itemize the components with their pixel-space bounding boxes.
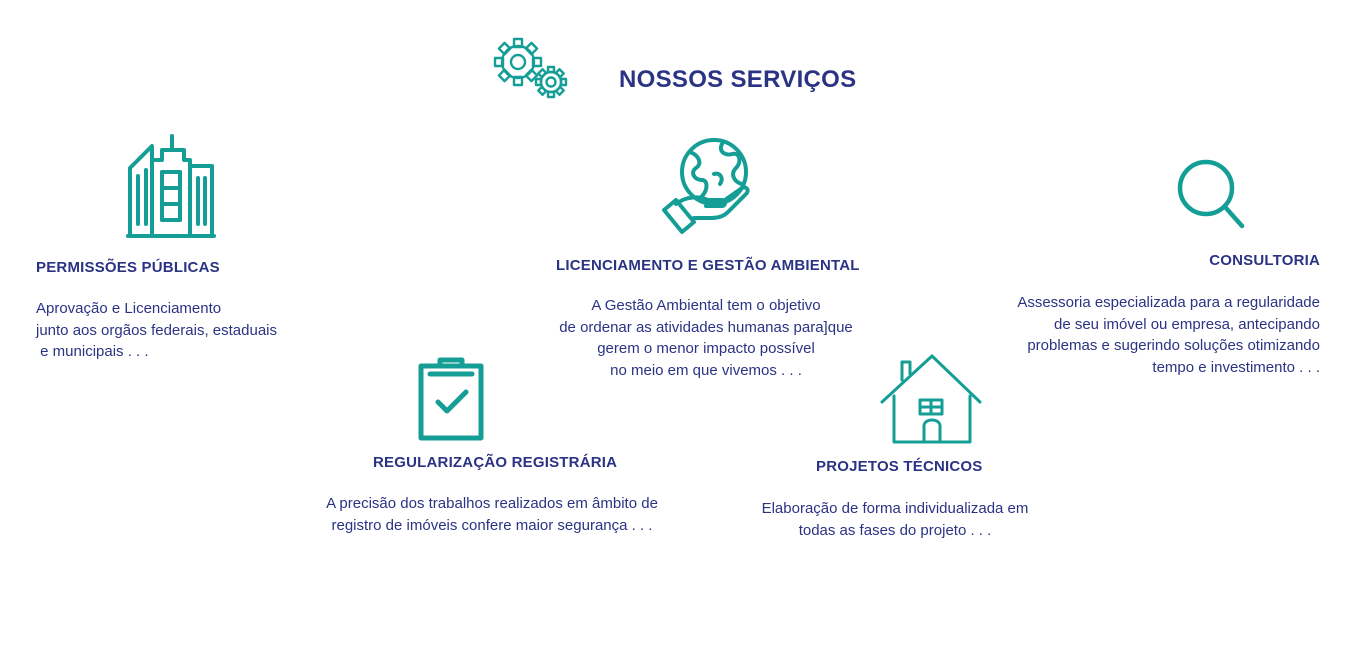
- consultoria-title: CONSULTORIA: [1209, 252, 1320, 269]
- clipboard-check-icon: [416, 356, 486, 442]
- projetos-title: PROJETOS TÉCNICOS: [816, 458, 983, 475]
- description-line: Assessoria especializada para a regularidade: [1017, 294, 1320, 311]
- licenciamento-title: LICENCIAMENTO E GESTÃO AMBIENTAL: [556, 257, 860, 274]
- licenciamento-description: [533, 295, 879, 381]
- consultoria-description: [990, 292, 1320, 378]
- description-line: problemas e sugerindo soluções otimizando: [1027, 337, 1320, 354]
- globe-in-hand-icon: [660, 134, 756, 234]
- description-line: Aprovação e Licenciamento: [36, 300, 222, 317]
- projetos-description: [740, 498, 1050, 541]
- house-icon: [880, 352, 984, 446]
- permissoes-description: [36, 298, 326, 363]
- description-line: gerem o menor impacto possível: [597, 340, 815, 357]
- description-line: tempo e investimento . . .: [1152, 358, 1320, 376]
- description-line: de ordenar as atividades humanas para]que: [559, 318, 853, 336]
- description-line: de seu imóvel ou empresa, antecipando: [1053, 315, 1320, 333]
- magnifier-icon: [1176, 158, 1248, 232]
- section-title: NOSSOS SERVIÇOS: [619, 66, 857, 93]
- description-line: A precisão dos trabalhos realizados em âmbito de: [326, 495, 658, 512]
- description-line: A Gestão Ambiental tem o objetivo: [591, 297, 821, 314]
- description-line: Elaboração de forma individualizada em: [761, 500, 1029, 517]
- description-line: no meio em que vivemos . . .: [610, 361, 802, 379]
- description-line: registro de imóveis confere maior segurança . . .: [331, 516, 653, 534]
- gears-icon: [490, 36, 570, 100]
- buildings-icon: [126, 134, 218, 240]
- description-line: todas as fases do projeto . . .: [798, 521, 992, 539]
- description-line: e municipais . . .: [36, 343, 149, 360]
- regularizacao-description: [302, 493, 682, 536]
- regularizacao-title: REGULARIZAÇÃO REGISTRÁRIA: [373, 454, 618, 471]
- description-line: junto aos orgãos federais, estaduais: [36, 321, 277, 339]
- permissoes-title: PERMISSÕES PÚBLICAS: [36, 259, 220, 276]
